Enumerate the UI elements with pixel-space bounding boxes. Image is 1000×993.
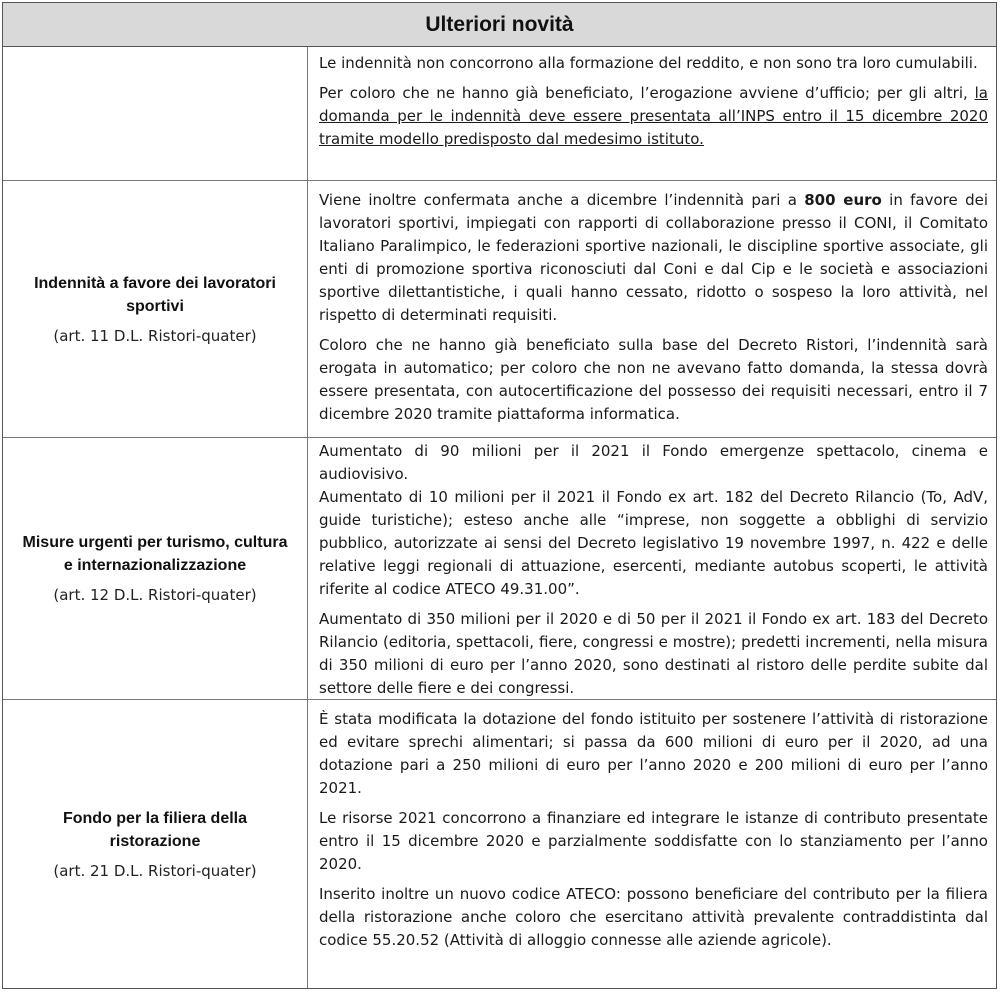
table-row xyxy=(3,438,996,700)
paragraph: È stata modificata la dotazione del fondo istituito per sostenere l’attività di ristorazione ed evitare sprechi alimentari; si passa da 600 milioni di euro per il 2020, ad una dotazione pari a 250 milioni di euro per l’anno 2020 e 200 milioni di euro per l’anno 2021. xyxy=(319,710,988,797)
row-content-cell xyxy=(309,181,996,437)
underlined-text: la domanda per le indennità deve essere presentata all’INPS entro il 15 dicembre 2020 tramite modello predisposto dal medesimo istituto. xyxy=(319,84,988,148)
table-title: Ulteriori novità xyxy=(425,12,574,36)
row-label-cell xyxy=(3,438,308,699)
paragraph-text: Viene inoltre confermata anche a dicembre l’indennità pari a xyxy=(319,191,805,209)
paragraph: Le indennità non concorrono alla formazione del reddito, e non sono tra loro cumulabili. xyxy=(319,54,978,72)
paragraph-text: in favore dei lavoratori sportivi, impiegati con rapporti di collaborazione presso il CONI, il Comitato Italiano Paralimpico, le federazioni sportive nazionali, le discipline sportive associate, gli enti di promozione sportiva riconosciuti dal Coni e dal Cip e le società e associazioni sportive dilettantistiche, i quali hanno cessato, ridotto o sospeso la loro attività, nel rispetto di determinati requisiti. xyxy=(319,191,988,324)
paragraph: Inserito inoltre un nuovo codice ATECO: possono beneficiare del contributo per la filiera della ristorazione anche coloro che esercitano attività prevalente contraddistinta dal codice 55.20.52 (Attività di alloggio connesse alle aziende agricole). xyxy=(319,885,988,949)
row-title: Fondo per la filiera della ristorazione xyxy=(62,809,248,850)
row-subtitle: (art. 12 D.L. Ristori-quater) xyxy=(53,586,257,604)
paragraph: Le risorse 2021 concorrono a finanziare ed integrare le istanze di contributo presentate entro il 15 dicembre 2020 e parzialmente soddisfatte con lo stanziamento per l’anno 2020. xyxy=(319,809,988,873)
paragraph-text: Per coloro che ne hanno già beneficiato, l’erogazione avviene d’ufficio; per gli altri, xyxy=(319,84,975,102)
row-label-cell xyxy=(3,181,308,437)
table-header xyxy=(3,3,996,47)
row-title: Misure urgenti per turismo, cultura e internazionalizzazione xyxy=(22,534,288,574)
row-content-cell xyxy=(309,438,996,699)
row-subtitle: (art. 11 D.L. Ristori-quater) xyxy=(53,326,257,345)
table-row xyxy=(3,181,996,438)
paragraph: Aumentato di 90 milioni per il 2021 il Fondo emergenze spettacolo, cinema e audiovisivo. xyxy=(319,442,988,483)
paragraph xyxy=(319,189,988,327)
row-content-cell xyxy=(309,700,996,988)
table-row xyxy=(3,47,996,181)
row-content-cell xyxy=(309,47,996,180)
paragraph: Aumentato di 350 milioni per il 2020 e di 50 per il 2021 il Fondo ex art. 183 del Decreto Rilancio (editoria, spettacoli, fiere, congressi e mostre); predetti incrementi, nella misura di 350 milioni di euro per l’anno 2020, sono destinati al ristoro delle perdite subite dal settore delle fiere e dei congressi. xyxy=(319,610,988,697)
row-title: Indennità a favore dei lavoratori sportivi xyxy=(34,274,276,315)
row-label-cell xyxy=(3,700,308,988)
row-label-cell-empty xyxy=(3,47,308,180)
paragraph xyxy=(319,82,988,151)
paragraph: Coloro che ne hanno già beneficiato sulla base del Decreto Ristori, l’indennità sarà erogata in automatico; per coloro che non ne avevano fatto domanda, la stessa dovrà essere presentata, con autocertificazione del possesso dei requisiti necessari, entro il 7 dicembre 2020 tramite piattaforma informatica. xyxy=(319,336,988,423)
info-table xyxy=(2,2,997,989)
bold-amount: 800 euro xyxy=(804,191,882,209)
row-subtitle: (art. 21 D.L. Ristori-quater) xyxy=(53,861,257,880)
paragraph: Aumentato di 10 milioni per il 2021 il Fondo ex art. 182 del Decreto Rilancio (To, AdV, guide turistiche); esteso anche alle “imprese, non soggette a obblighi di servizio pubblico, autorizzate ai sensi del Decreto legislativo 19 novembre 1997, n. 422 e delle relative leggi regionali di attuazione, esercenti, mediante autobus scoperti, le attività riferite al codice ATECO 49.31.00”. xyxy=(319,488,988,598)
table-row xyxy=(3,700,996,988)
